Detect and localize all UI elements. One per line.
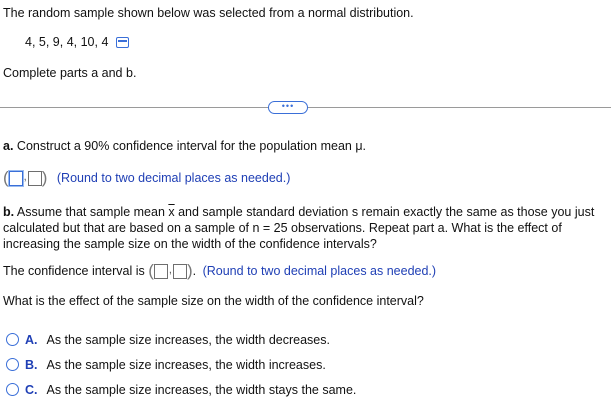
complete-parts-text: Complete parts a and b. (3, 66, 137, 80)
part-a-hint: (Round to two decimal places as needed.) (56, 170, 291, 185)
option-c-text: As the sample size increases, the width stays the same. (46, 383, 357, 397)
open-paren: ( (148, 261, 154, 280)
open-paren: ( (3, 168, 9, 187)
interval-label: The confidence interval is (3, 263, 149, 278)
part-a-letter: a. (3, 139, 14, 153)
part-b-interval (148, 263, 192, 280)
part-a-question: Construct a 90% confidence interval for the population mean μ. (16, 139, 366, 153)
sample-values: 4, 5, 9, 4, 10, 4 (25, 35, 109, 49)
part-b-answer-row (3, 263, 436, 280)
option-b-radio[interactable] (6, 358, 19, 371)
part-b-upper-bound-input[interactable] (173, 264, 187, 279)
problem-intro: The random sample shown below was selected from a normal distribution. (3, 6, 414, 20)
effect-question: What is the effect of the sample size on the width of the confidence interval? (3, 294, 424, 308)
option-b[interactable] (6, 358, 326, 372)
close-paren: ) (41, 168, 48, 187)
comma-separator: , (23, 171, 27, 183)
part-a-interval (3, 170, 47, 187)
option-c[interactable] (6, 383, 356, 397)
part-b-hint: (Round to two decimal places as needed.) (202, 263, 437, 278)
xbar-symbol: $\overline{x}$ (168, 205, 175, 219)
option-a-letter: A. (25, 333, 38, 347)
part-a-upper-bound-input[interactable] (28, 171, 42, 186)
part-b-lower-bound-input[interactable] (154, 264, 168, 279)
part-b-prompt (3, 204, 607, 252)
period: . (192, 263, 197, 278)
close-paren: ) (186, 261, 193, 280)
option-a-radio[interactable] (6, 333, 19, 346)
option-c-letter: C. (25, 383, 38, 397)
part-a-lower-bound-input[interactable] (9, 171, 23, 186)
part-b-letter: b. (3, 205, 15, 219)
comma-separator: , (168, 264, 172, 276)
option-a[interactable] (6, 333, 330, 347)
part-a-answer-row (3, 170, 290, 187)
copy-data-icon[interactable] (116, 37, 129, 48)
option-b-text: As the sample size increases, the width increases. (46, 358, 326, 372)
sample-data-row (25, 35, 129, 49)
option-b-letter: B. (25, 358, 38, 372)
option-c-radio[interactable] (6, 383, 19, 396)
part-b-text-2: and sample standard deviation s remain exactly the same as those you just calculated but that are based on a sample of n = 25 observations. Repeat part a. What is the effect of increasing the sample size on the width of the confidence intervals? (3, 205, 595, 251)
part-a-prompt (3, 139, 366, 153)
expand-more-button[interactable]: ••• (268, 101, 308, 114)
part-b-text-1: Assume that sample mean (16, 205, 169, 219)
option-a-text: As the sample size increases, the width decreases. (46, 333, 330, 347)
